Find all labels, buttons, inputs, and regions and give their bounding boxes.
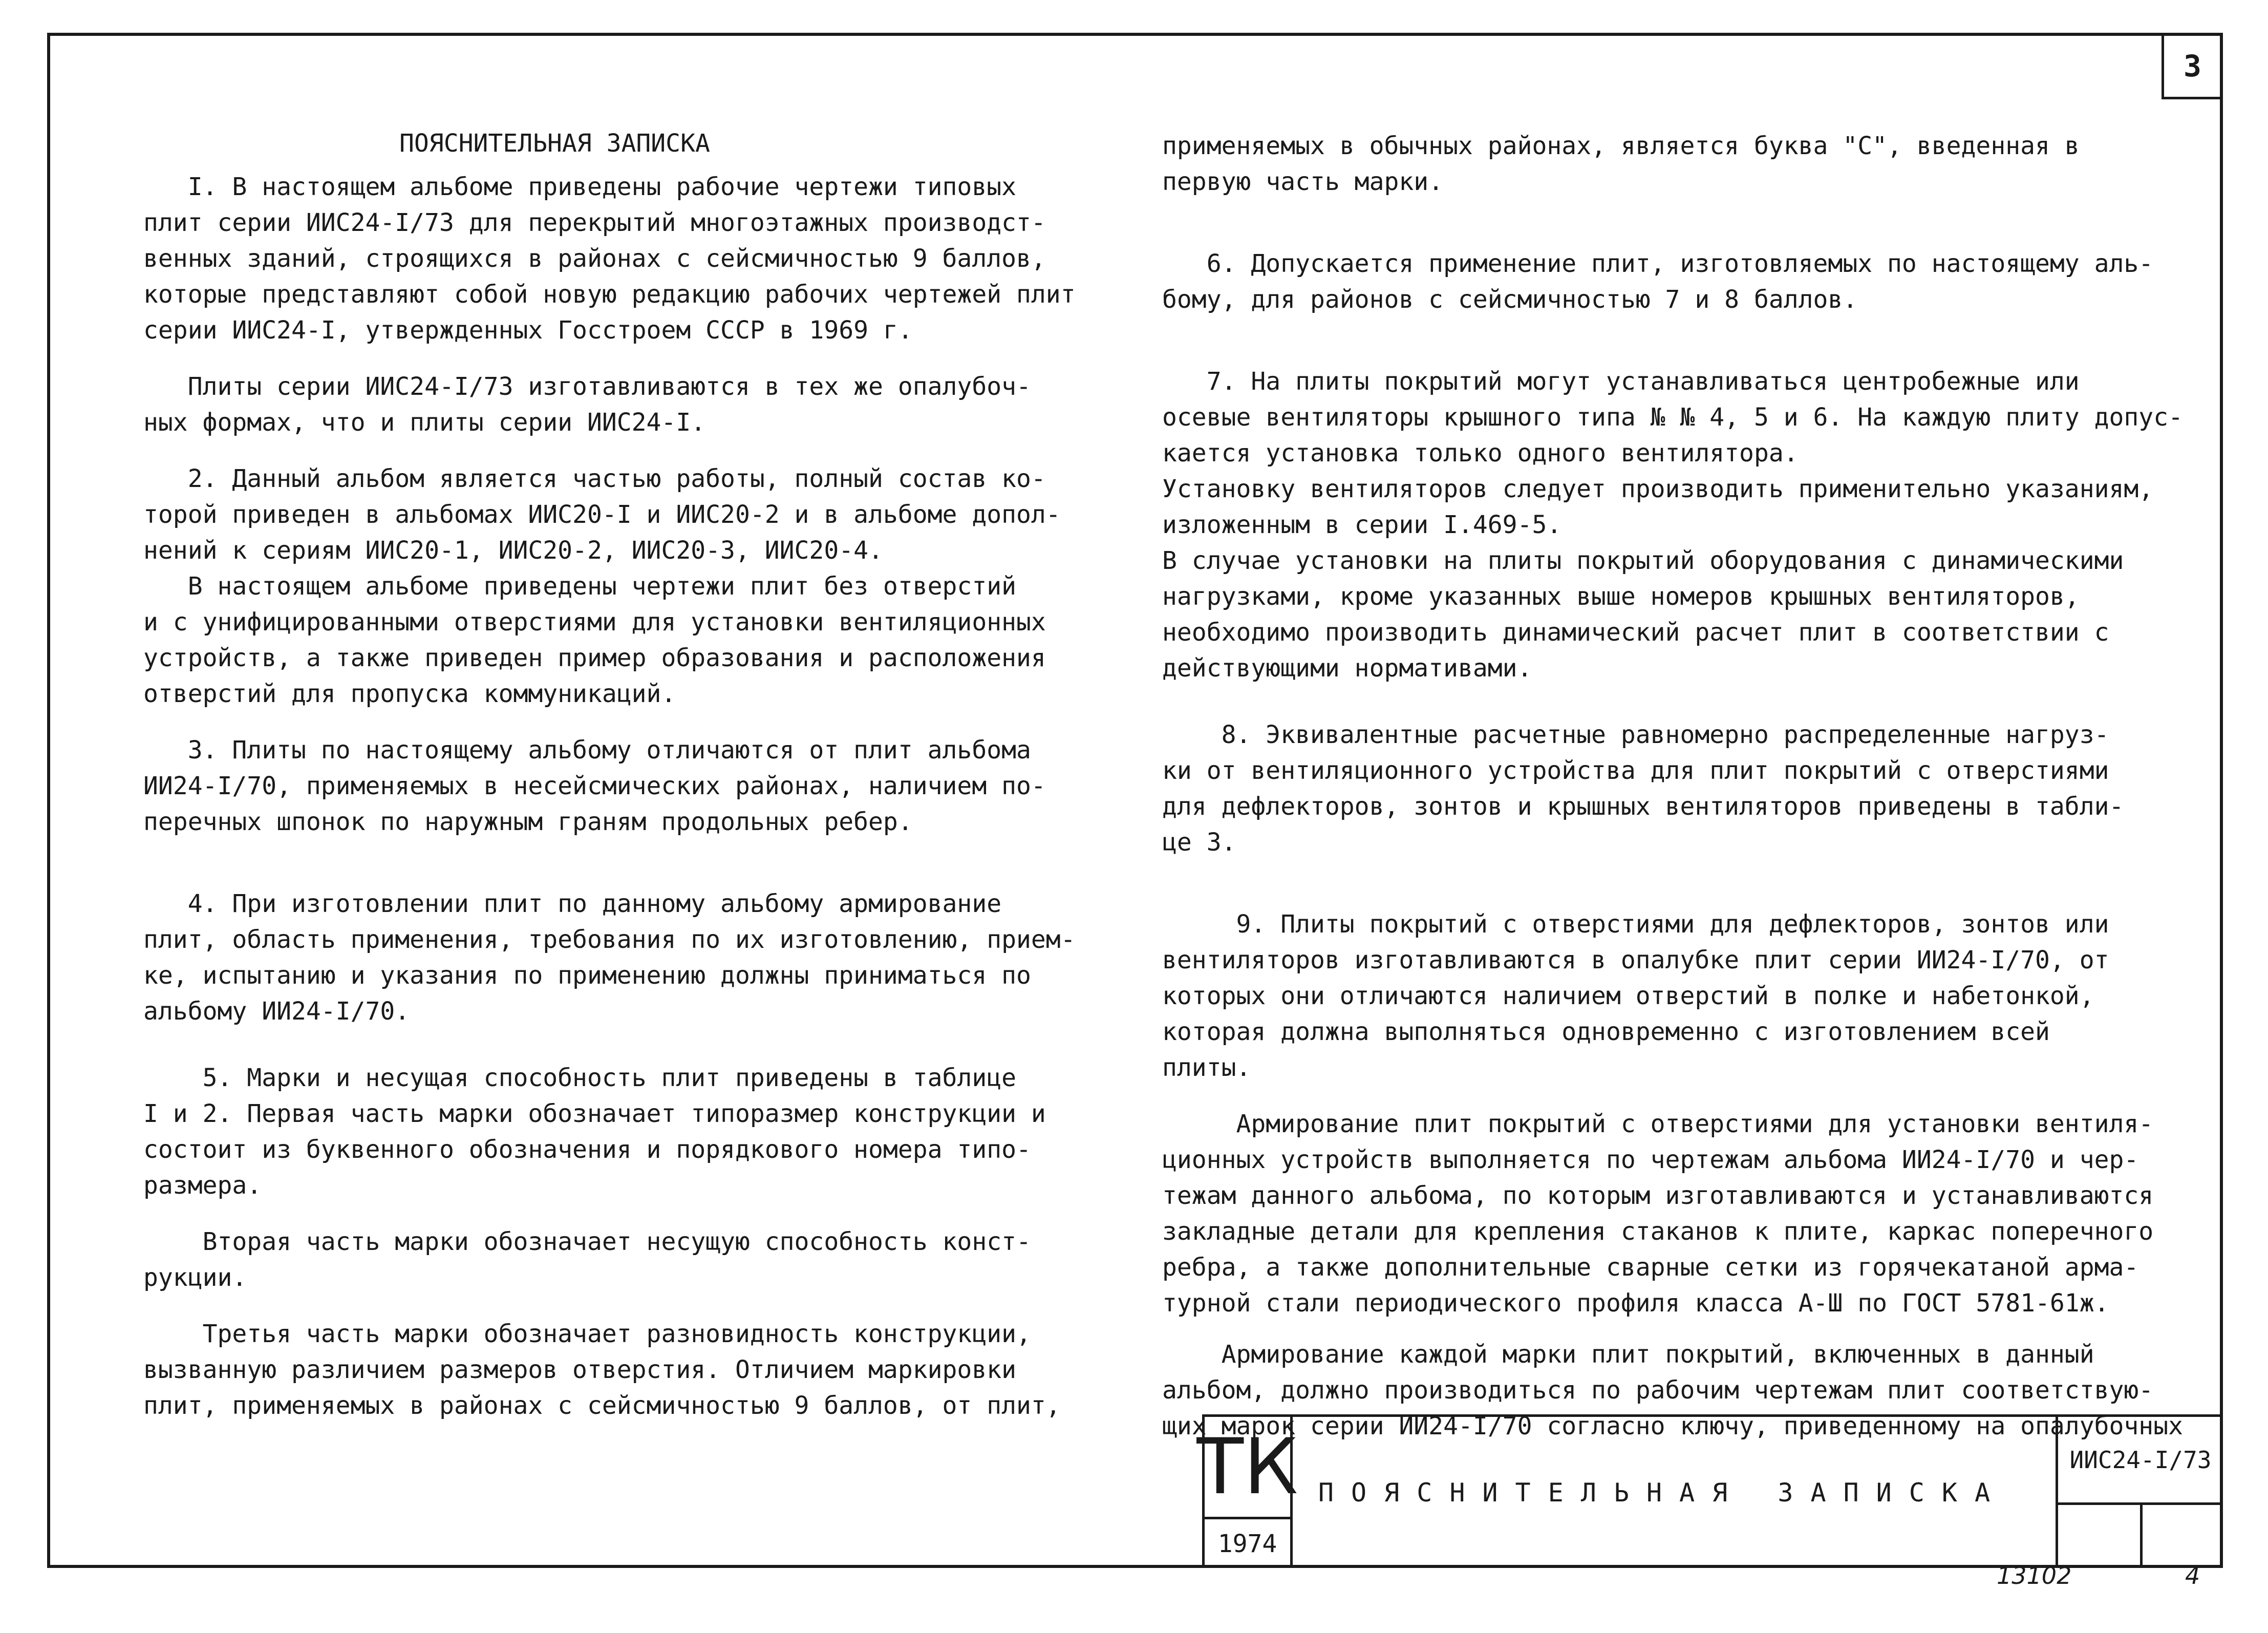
text-line: ке, испытанию и указания по применению должны приниматься по — [143, 961, 1031, 990]
text-line: и с унифицированными отверстиями для установки вентиляционных — [143, 608, 1046, 637]
text-line: плит серии ИИС24-I/73 для перекрытий многоэтажных производст- — [143, 208, 1046, 237]
text-line: вызванную различием размеров отверстия. Отличием маркировки — [143, 1355, 1017, 1384]
title-block — [1196, 1414, 2223, 1568]
text-line: бому, для районов с сейсмичностью 7 и 8 баллов. — [1162, 285, 1858, 314]
paragraph — [143, 1060, 1096, 1203]
page-number: 3 — [2184, 48, 2201, 83]
title-block-year: 1974 — [1217, 1529, 1277, 1558]
text-line: действующими нормативами. — [1162, 654, 1532, 683]
page-number-box — [2162, 35, 2221, 99]
left-column — [143, 169, 1096, 1424]
paragraph — [1162, 1106, 2186, 1321]
text-line: I и 2. Первая часть марки обозначает типоразмер конструкции и — [143, 1099, 1046, 1128]
paragraph — [143, 1224, 1096, 1296]
text-line: ИИ24-I/70, применяемых в несейсмических районах, наличием по- — [143, 772, 1046, 800]
text-line: 9. Плиты покрытий с отверстиями для дефлекторов, зонтов или — [1162, 910, 2109, 939]
text-line: 7. На плиты покрытий могут устанавливаться центробежные или — [1162, 367, 2080, 396]
text-line: ребра, а также дополнительные сварные сетки из горячекатаной арма- — [1162, 1253, 2139, 1282]
text-line: Армирование плит покрытий с отверстиями для установки вентиля- — [1162, 1110, 2154, 1138]
text-line: Третья часть марки обозначает разновидность конструкции, — [143, 1320, 1031, 1348]
text-line: применяемых в обычных районах, является буква "С", введенная в — [1162, 132, 2080, 160]
sheet-number: 4 — [2185, 1562, 2200, 1589]
text-line: В случае установки на плиты покрытий оборудования с динамическими — [1162, 546, 2124, 575]
text-line: которая должна выполняться одновременно с изготовлением всей — [1162, 1017, 2050, 1046]
text-line: Вторая часть марки обозначает несущую способность конст- — [143, 1227, 1031, 1256]
text-line: I. В настоящем альбоме приведены рабочие чертежи типовых — [143, 173, 1017, 201]
text-line: серии ИИС24-I, утвержденных Госстроем СССР в 1969 г. — [143, 316, 913, 345]
text-line: закладные детали для крепления стаканов к плите, каркас поперечного — [1162, 1217, 2154, 1246]
text-line: венных зданий, строящихся в районах с сейсмичностью 9 баллов, — [143, 244, 1046, 273]
text-line: це 3. — [1162, 828, 1236, 857]
text-line: ционных устройств выполняется по чертежам альбома ИИ24-I/70 и чер- — [1162, 1146, 2139, 1174]
paragraph — [1162, 717, 2186, 860]
text-line: альбому ИИ24-I/70. — [143, 997, 410, 1026]
text-line: кается установка только одного вентилятора. — [1162, 439, 1799, 468]
text-line: состоит из буквенного обозначения и порядкового номера типо- — [143, 1135, 1031, 1164]
text-line: первую часть марки. — [1162, 167, 1444, 196]
right-column — [1162, 128, 2186, 1444]
text-line: нений к сериям ИИС20-1, ИИС20-2, ИИС20-3, ИИС20-4. — [143, 536, 883, 565]
inventory-number: 13102 — [1997, 1562, 2072, 1589]
text-line: устройств, а также приведен пример образования и расположения — [143, 644, 1046, 672]
text-line: размера. — [143, 1171, 262, 1200]
text-line: торой приведен в альбомах ИИС20-I и ИИС20-2 и в альбоме допол- — [143, 500, 1061, 529]
text-line: Установку вентиляторов следует производить применительно указаниям, — [1162, 475, 2154, 503]
paragraph — [143, 369, 1096, 440]
text-line: ки от вентиляционного устройства для плит покрытий с отверстиями — [1162, 756, 2109, 785]
text-line: ных формах, что и плиты серии ИИС24-I. — [143, 408, 706, 437]
paragraph — [143, 1316, 1096, 1424]
text-line: 2. Данный альбом является частью работы, полный состав ко- — [143, 464, 1046, 493]
text-line: 8. Эквивалентные расчетные равномерно распределенные нагруз- — [1162, 720, 2109, 749]
text-line: тежам данного альбома, по которым изготавливаются и устанавливаются — [1162, 1181, 2154, 1210]
text-line: которых они отличаются наличием отверстий в полке и набетонкой, — [1162, 982, 2094, 1010]
text-line: плит, область применения, требования по их изготовлению, прием- — [143, 925, 1076, 954]
text-line: 4. При изготовлении плит по данному альбому армирование — [143, 889, 1002, 918]
text-line: Плиты серии ИИС24-I/73 изготавливаются в тех же опалубоч- — [143, 372, 1031, 401]
title-block-title: ПОЯСНИТЕЛЬНАЯ ЗАПИСКА — [1318, 1477, 2008, 1508]
text-line: вентиляторов изготавливаются в опалубке плит серии ИИ24-I/70, от — [1162, 946, 2109, 974]
paragraph — [1162, 246, 2186, 317]
tk-logo: ТК — [1205, 1417, 1290, 1519]
page-heading: ПОЯСНИТЕЛЬНАЯ ЗАПИСКА — [399, 129, 710, 158]
text-line: 6. Допускается применение плит, изготовляемых по настоящему аль- — [1162, 249, 2154, 278]
paragraph — [143, 169, 1096, 348]
text-line: рукции. — [143, 1263, 247, 1292]
paragraph — [1162, 364, 2186, 686]
text-line: В настоящем альбоме приведены чертежи плит без отверстий — [143, 572, 1017, 601]
title-block-logo-cell — [1196, 1417, 1298, 1568]
text-line: нагрузками, кроме указанных выше номеров крышных вентиляторов, — [1162, 582, 2080, 611]
paragraph — [143, 461, 1096, 568]
text-line: 5. Марки и несущая способность плит приведены в таблице — [143, 1064, 1017, 1092]
text-line: плиты. — [1162, 1053, 1251, 1082]
text-line: осевые вентиляторы крышного типа № № 4, 5 и 6. На каждую плиту допус- — [1162, 403, 2183, 432]
text-line: которые представляют собой новую редакцию рабочих чертежей плит — [143, 280, 1076, 309]
text-line: турной стали периодического профиля класса А-Ш по ГОСТ 5781-61ж. — [1162, 1289, 2109, 1318]
title-block-divider — [2140, 1505, 2143, 1568]
text-line: Армирование каждой марки плит покрытий, включенных в данный — [1162, 1340, 2094, 1369]
text-line: альбом, должно производиться по рабочим чертежам плит соответствую- — [1162, 1376, 2154, 1405]
text-line: для дефлекторов, зонтов и крышных вентиляторов приведены в табли- — [1162, 792, 2124, 821]
text-line: необходимо производить динамический расчет плит в соответствии с — [1162, 618, 2109, 647]
title-block-right — [2056, 1417, 2223, 1568]
text-line: изложенным в серии I.469-5. — [1162, 511, 1562, 539]
text-line: щих марок серии ИИ24-I/70 согласно ключу, приведенному на опалубочных — [1162, 1412, 2183, 1440]
paragraph — [1162, 906, 2186, 1086]
text-line: перечных шпонок по наружным граням продольных ребер. — [143, 808, 913, 836]
paragraph — [143, 732, 1096, 840]
series-code: ИИС24-I/73 — [2058, 1417, 2223, 1505]
text-line: плит, применяемых в районах с сейсмичностью 9 баллов, от плит, — [143, 1391, 1061, 1420]
text-line: 3. Плиты по настоящему альбому отличаются от плит альбома — [143, 736, 1031, 765]
paragraph — [1162, 128, 2186, 200]
text-line: отверстий для пропуска коммуникаций. — [143, 680, 676, 708]
paragraph — [143, 568, 1096, 712]
paragraph — [143, 886, 1096, 1029]
